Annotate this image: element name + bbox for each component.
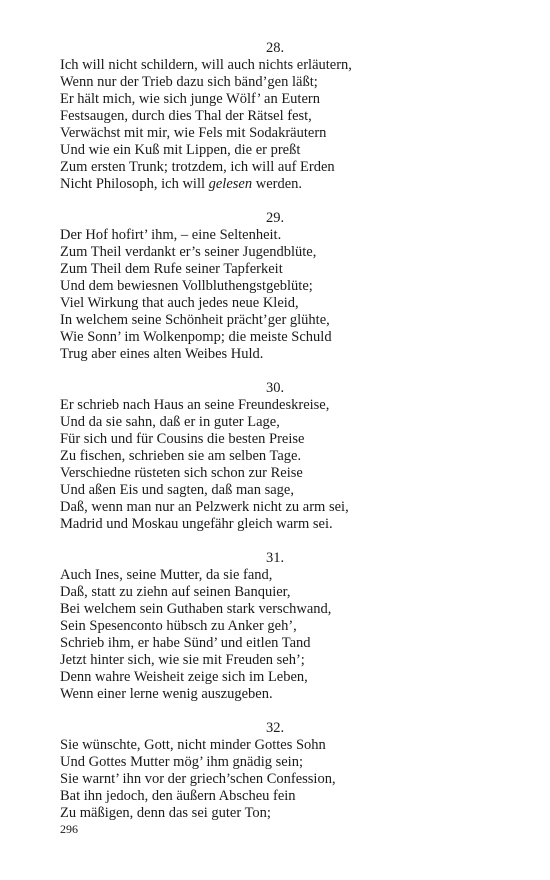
verse-line: Wie Sonn’ im Wolkenpomp; die meiste Schuld	[60, 329, 332, 345]
verse-line: Daß, statt zu ziehn auf seinen Banquier,	[60, 584, 291, 600]
verse-line: Zu mäßigen, denn das sei guter Ton;	[60, 805, 271, 821]
verse-line: Für sich und für Cousins die besten Preise	[60, 431, 305, 447]
verse-line: Verschiedne rüsteten sich schon zur Reise	[60, 465, 303, 481]
stanza-number: 29.	[265, 210, 285, 226]
verse-line: Viel Wirkung that auch jedes neue Kleid,	[60, 295, 299, 311]
verse-line: Und dem bewiesnen Vollbluthengstgeblüte;	[60, 278, 313, 294]
stanza-number: 31.	[265, 550, 285, 566]
stanza	[60, 380, 490, 533]
verse-line: Er hält mich, wie sich junge Wölf’ an Eutern	[60, 91, 320, 107]
verse-line-end: werden.	[252, 176, 303, 192]
verse-line: In welchem seine Schönheit prächt’ger glühte,	[60, 312, 330, 328]
verse-line: Denn wahre Weisheit zeige sich im Leben,	[60, 669, 308, 685]
verse-line: Und wie ein Kuß mit Lippen, die er preßt	[60, 142, 301, 158]
verse-line: Madrid und Moskau ungefähr gleich warm sei.	[60, 516, 333, 532]
verse-line: Bat ihn jedoch, den äußern Abscheu fein	[60, 788, 296, 804]
stanza-number: 28.	[265, 40, 285, 56]
verse-line: Auch Ines, seine Mutter, da sie fand,	[60, 567, 273, 583]
verse-line: Ich will nicht schildern, will auch nichts erläutern,	[60, 57, 352, 73]
verse-line: Und aßen Eis und sagten, daß man sage,	[60, 482, 294, 498]
stanza	[60, 40, 490, 193]
verse-line: Verwächst mit mir, wie Fels mit Sodakräutern	[60, 125, 327, 141]
verse-line: Festsaugen, durch dies Thal der Rätsel fest,	[60, 108, 312, 124]
verse-line: Und da sie sahn, daß er in guter Lage,	[60, 414, 280, 430]
stanza	[60, 210, 490, 363]
verse-line: Trug aber eines alten Weibes Huld.	[60, 346, 264, 362]
verse-line: Wenn nur der Trieb dazu sich bänd’gen läßt;	[60, 74, 318, 90]
verse-line: Schrieb ihm, er habe Sünd’ und eitlen Tand	[60, 635, 311, 651]
verse-line: Zum Theil verdankt er’s seiner Jugendblüte,	[60, 244, 317, 260]
verse-line: Der Hof hofirt’ ihm, – eine Seltenheit.	[60, 227, 282, 243]
emphasized-word: gelesen	[208, 176, 253, 192]
verse-line: Sie wünschte, Gott, nicht minder Gottes Sohn	[60, 737, 326, 753]
verse-line: Zu fischen, schrieben sie am selben Tage.	[60, 448, 302, 464]
verse-line: Sein Spesenconto hübsch zu Anker geh’,	[60, 618, 297, 634]
stanza-number: 32.	[265, 720, 285, 736]
verse-line: Bei welchem sein Guthaben stark verschwand,	[60, 601, 332, 617]
verse-line: Zum ersten Trunk; trotzdem, ich will auf Erden	[60, 159, 335, 175]
verse-line	[60, 176, 490, 193]
page-number: 296	[60, 822, 78, 836]
poem-body	[60, 40, 490, 839]
stanza-number: 30.	[265, 380, 285, 396]
verse-line: Sie warnt’ ihn vor der griech’schen Confession,	[60, 771, 336, 787]
verse-line: Jetzt hinter sich, wie sie mit Freuden seh’;	[60, 652, 305, 668]
stanza	[60, 720, 490, 822]
verse-line-start: Nicht Philosoph, ich will	[60, 176, 209, 192]
verse-line: Wenn einer lerne wenig auszugeben.	[60, 686, 273, 702]
verse-line: Zum Theil dem Rufe seiner Tapferkeit	[60, 261, 283, 277]
stanza	[60, 550, 490, 703]
verse-line: Er schrieb nach Haus an seine Freundeskreise,	[60, 397, 330, 413]
verse-line: Und Gottes Mutter mög’ ihm gnädig sein;	[60, 754, 303, 770]
verse-line: Daß, wenn man nur an Pelzwerk nicht zu arm sei,	[60, 499, 349, 515]
